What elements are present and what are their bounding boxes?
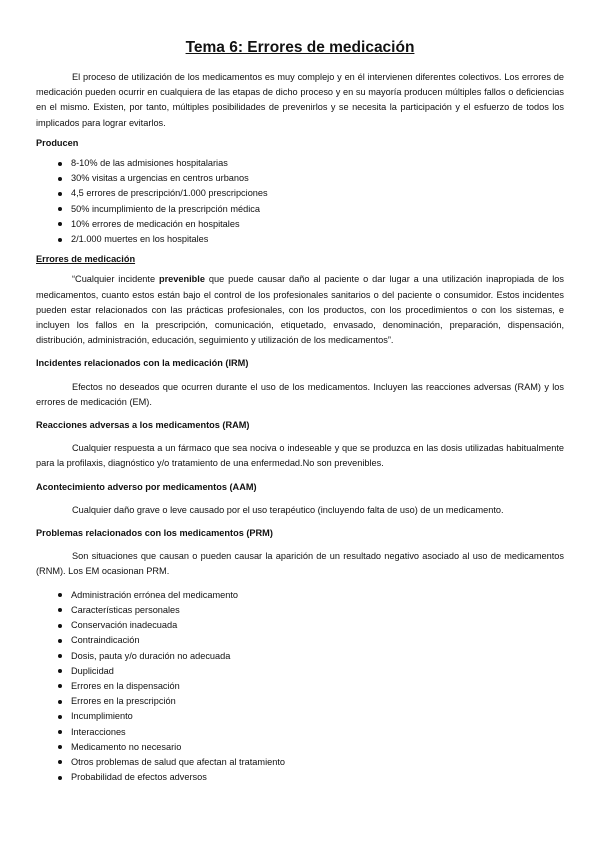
list-item: Dosis, pauta y/o duración no adecuada: [71, 649, 564, 664]
ram-paragraph: Cualquier respuesta a un fármaco que sea nociva o indeseable y que se produzca en las dosis utilizadas habitualmente para la profilaxis, diagnóstico y/o tratamiento de una enfermedad.No son prevenibles.: [36, 443, 564, 469]
list-item: Incumplimiento: [71, 709, 564, 724]
aam-paragraph: Cualquier daño grave o leve causado por el uso terapéutico (incluyendo falta de uso) de un medicamento.: [72, 504, 504, 515]
producen-heading: Producen: [36, 137, 79, 148]
irm-paragraph: Efectos no deseados que ocurren durante el uso de los medicamentos. Incluyen las reacciones adversas (RAM) y los errores de medicación (EM).: [36, 381, 564, 407]
page-title: Tema 6: Errores de medicación: [185, 39, 415, 56]
errores-definition: [36, 272, 564, 348]
list-item: 8-10% de las admisiones hospitalarias: [71, 156, 564, 171]
list-item: Errores en la dispensación: [71, 679, 564, 694]
errores-text-before: “Cualquier incidente: [72, 274, 159, 285]
list-item: 50% incumplimiento de la prescripción médica: [71, 202, 564, 217]
list-item: Interacciones: [71, 725, 564, 740]
aam-heading: Acontecimiento adverso por medicamentos (AAM): [36, 481, 257, 492]
errores-heading: Errores de medicación: [36, 254, 136, 265]
irm-heading: Incidentes relacionados con la medicación (IRM): [36, 358, 249, 369]
ram-heading: Reacciones adversas a los medicamentos (RAM): [36, 420, 250, 431]
list-item: 4,5 errores de prescripción/1.000 prescripciones: [71, 186, 564, 201]
list-item: Medicamento no necesario: [71, 740, 564, 755]
list-item: Otros problemas de salud que afectan al tratamiento: [71, 755, 564, 770]
list-item: Características personales: [71, 603, 564, 618]
producen-list: [36, 156, 564, 247]
list-item: Contraindicación: [71, 633, 564, 648]
prm-list: [36, 588, 564, 786]
prm-paragraph: Son situaciones que causan o pueden causar la aparición de un resultado negativo asociado al uso de medicamentos (RNM). Los EM ocasionan PRM.: [36, 551, 564, 577]
list-item: 30% visitas a urgencias en centros urbanos: [71, 171, 564, 186]
list-item: Errores en la prescripción: [71, 694, 564, 709]
prm-heading: Problemas relacionados con los medicamentos (PRM): [36, 528, 273, 539]
list-item: Conservación inadecuada: [71, 618, 564, 633]
intro-paragraph: El proceso de utilización de los medicamentos es muy complejo y en él intervienen diferentes colectivos. Los errores de medicación pueden ocurrir en cualquiera de las etapas de dicho proceso y en su mayoría producen múltiples fallos o deficiencias en el mismo. Existen, por tanto, múltiples posibilidades de prevenirlos y se necesita la participación y el esfuerzo de todos los implicados para lograr evitarlos.: [36, 72, 564, 128]
list-item: Duplicidad: [71, 664, 564, 679]
errores-text-after: que puede causar daño al paciente o dar lugar a una utilización inapropiada de los medicamentos, cuanto estos están bajo el control de los profesionales sanitarios o del paciente o consumidor. Estos incidentes pueden estar relacionados con las prácticas profesionales, con los productos, con los procedimientos o con los sistemas, e incluyen los fallos en la prescripción, comunicación, etiquetado, envasado, denominación, preparación, dispensación, distribución, administración, educación, seguimiento y utilización de los medicamentos”.: [36, 274, 564, 346]
list-item: 2/1.000 muertes en los hospitales: [71, 232, 564, 247]
list-item: Probabilidad de efectos adversos: [71, 770, 564, 785]
list-item: Administración errónea del medicamento: [71, 588, 564, 603]
list-item: 10% errores de medicación en hospitales: [71, 217, 564, 232]
errores-text-bold: prevenible: [158, 274, 205, 285]
